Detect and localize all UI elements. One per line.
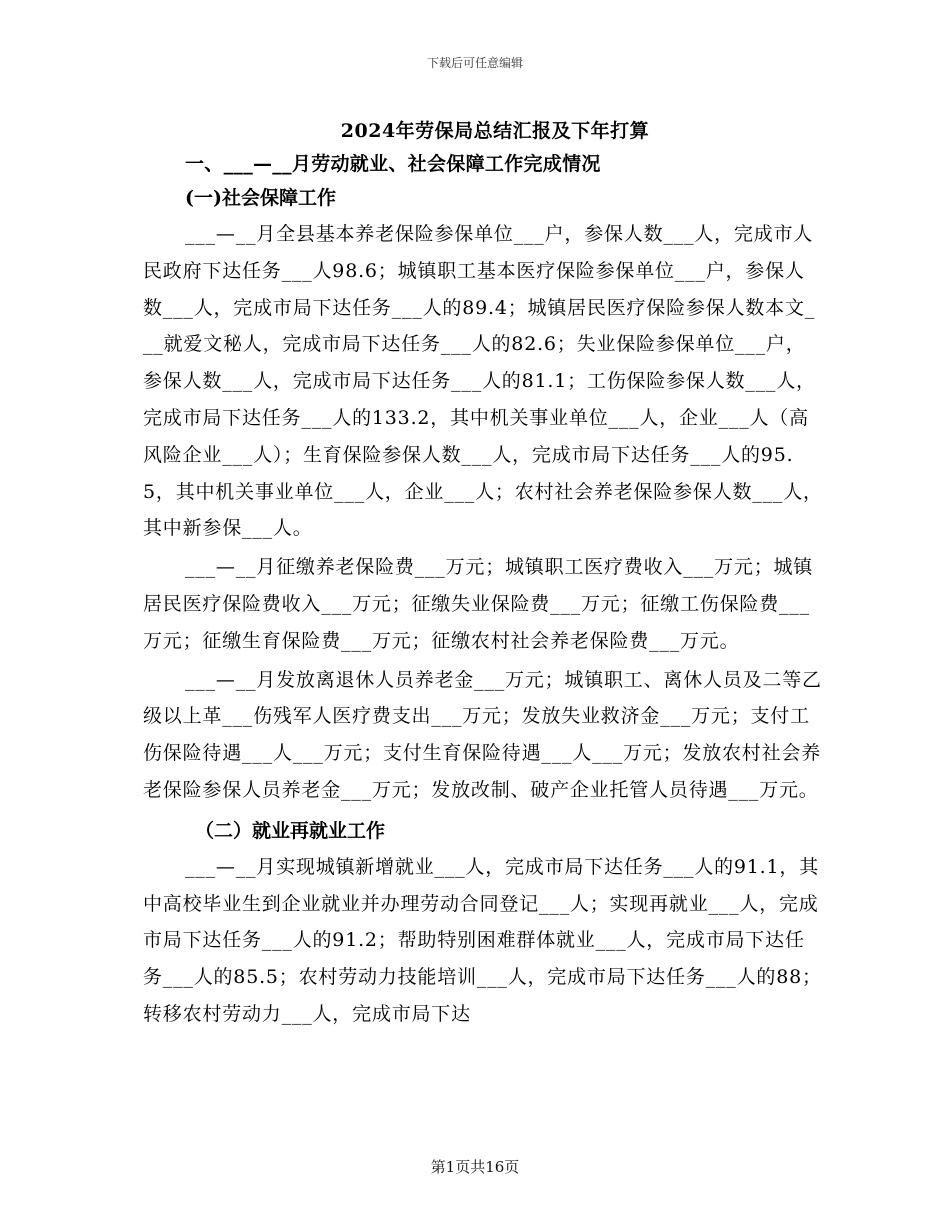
subsection-heading-employment: （二）就业再就业工作 [195, 819, 386, 842]
paragraph-employment: ___—__月实现城镇新增就业___人，完成市局下达任务___人的91.1，其中高校毕业生到企业就业并办理劳动合同登记___人；实现再就业___人，完成市局下达任务___人的91.2；帮助特别困难群体就业___人，完成市局下达任务___人的85.5；农村劳动力技能培训___人，完成市局下达任务___人的88；转移农村劳动力___人，完成市局下达 [143, 855, 822, 1025]
paragraph-premium-collection: ___—__月征缴养老保险费___万元；城镇职工医疗费收入___万元；城镇居民医疗保险费收入___万元；征缴失业保险费___万元；征缴工伤保险费___万元；征缴生育保险费___万元；征缴农村社会养老保险费___万元。 [143, 556, 814, 652]
page-number: 第1页共16页 [430, 1158, 520, 1176]
paragraph-insurance-enrollment: ___—__月全县基本养老保险参保单位___户，参保人数___人，完成市人民政府下达任务___人98.6；城镇职工基本医疗保险参保单位___户，参保人数___人，完成市局下达任务___人的89.4；城镇居民医疗保险参保人数本文___就爱文秘人，完成市局下达任务___人的82.6；失业保险参保单位___户，参保人数___人，完成市局下达任务___人的81.1；工伤保险参保人数___人，完成市局下达任务___人的133.2，其中机关事业单位___人，企业___人（高风险企业___人）；生育保险参保人数___人，完成市局下达任务___人的95.5，其中机关事业单位___人，企业___人；农村社会养老保险参保人数___人，其中新参保___人。 [143, 223, 823, 540]
header-note: 下载后可任意编辑 [426, 56, 523, 70]
document-body [143, 148, 823, 1033]
paragraph-benefit-payments: ___—__月发放离退休人员养老金___万元；城镇职工、离休人员及二等乙级以上革___伤残军人医疗费支出___万元；发放失业救济金___万元；支付工伤保险待遇___人___万元；支付生育保险待遇___人___万元；发放农村社会养老保险参保人员养老金___万元；发放改制、破产企业托管人员待遇___万元。 [143, 668, 822, 801]
subsection-heading-social-security: (一)社会保障工作 [185, 187, 336, 209]
document-title: 2024年劳保局总结汇报及下年打算 [340, 120, 650, 142]
section-heading-1: 一、___—__月劳动就业、社会保障工作完成情况 [185, 153, 601, 175]
